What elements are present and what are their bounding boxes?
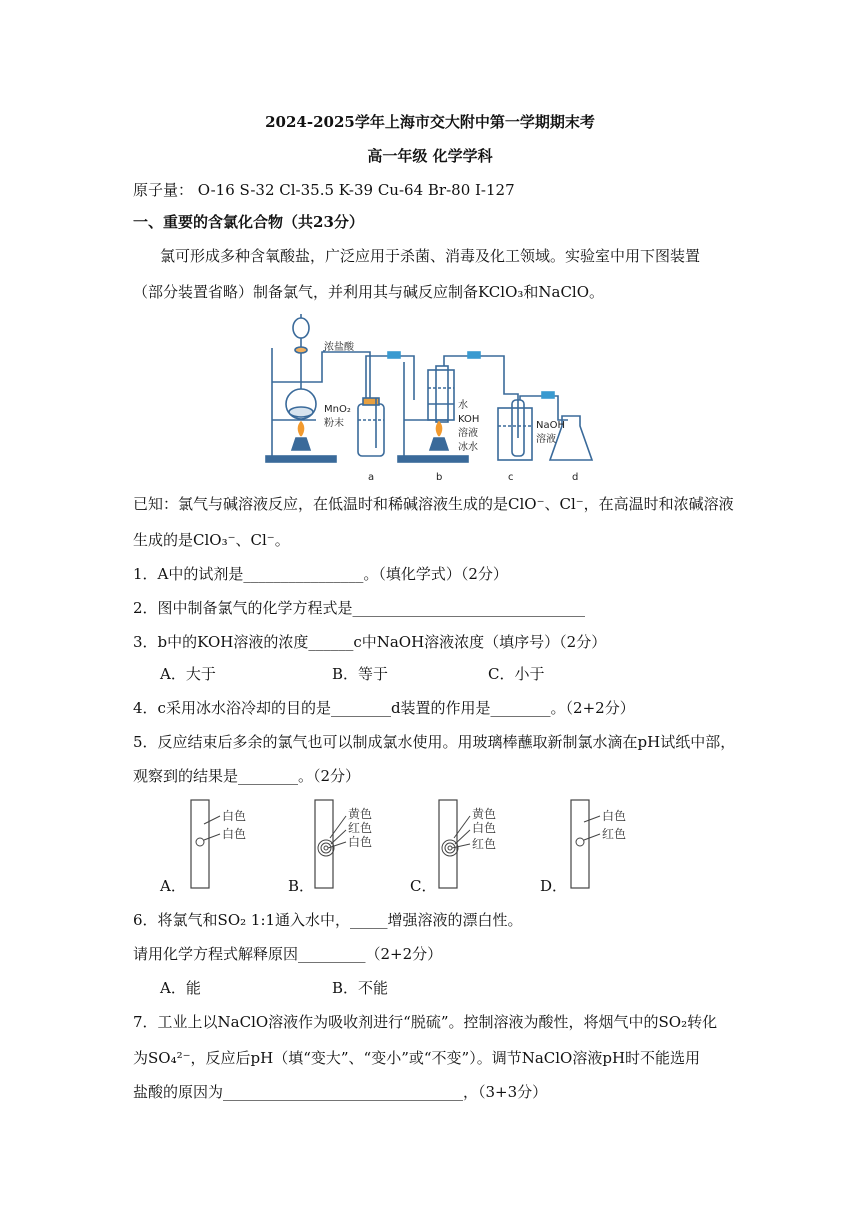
- q5-option-b: B．: [288, 877, 315, 895]
- question-4: 4．c采用冰水浴冷却的目的是________d装置的作用是________。（2+2分）: [133, 699, 635, 717]
- q5-option-c: C．: [410, 877, 437, 895]
- label-koh-2: 溶液: [458, 428, 478, 439]
- label-c: c: [508, 472, 514, 483]
- label-mno2-2: 粉末: [324, 418, 344, 429]
- q3-option-b: B．等于: [332, 665, 389, 683]
- q5-option-a: A．: [160, 877, 186, 895]
- q6-option-a: A．能: [160, 979, 201, 997]
- ph-strip-c: [438, 798, 518, 890]
- q3-option-c: C．小于: [488, 665, 545, 683]
- strip-c-label-1: 黄色: [472, 807, 497, 821]
- strip-b-label-3: 白色: [348, 835, 373, 849]
- exam-subtitle: 高一年级 化学学科: [367, 147, 493, 165]
- section1-heading: 一、重要的含氯化合物（共23分）: [133, 213, 364, 231]
- label-naoh-2: 溶液: [536, 434, 556, 445]
- strip-a-label-1: 白色: [222, 809, 247, 823]
- question-6-line-1: 6．将氯气和SO₂ 1:1通入水中，_____增强溶液的漂白性。: [133, 911, 523, 929]
- strip-d-label-2: 红色: [602, 827, 627, 841]
- label-icewater: 冰水: [458, 442, 478, 453]
- question-5-line-2: 观察到的结果是________。（2分）: [133, 767, 361, 785]
- intro-line-2: （部分装置省略）制备氯气，并利用其与碱反应制备KClO₃和NaClO。: [133, 283, 605, 301]
- strip-b-label-2: 红色: [348, 821, 373, 835]
- question-7-line-2: 为SO₄²⁻，反应后pH（填“变大”、“变小”或“不变”）。调节NaClO溶液pH时不能选用: [133, 1049, 701, 1067]
- label-naoh-1: NaOH: [536, 420, 565, 431]
- q5-option-d: D．: [540, 877, 568, 895]
- ph-strip-a: [190, 798, 260, 890]
- question-2: 2．图中制备氯气的化学方程式是_______________________________: [133, 599, 586, 617]
- known-line-1: 已知：氯气与碱溶液反应，在低温时和稀碱溶液生成的是ClO⁻、Cl⁻，在高温时和浓碱溶液: [133, 495, 734, 513]
- question-3: 3．b中的KOH溶液的浓度______c中NaOH溶液浓度（填序号）（2分）: [133, 633, 607, 651]
- question-5-line-1: 5．反应结束后多余的氯气也可以制成氯水使用。用玻璃棒蘸取新制氯水滴在pH试纸中部，: [133, 733, 736, 751]
- label-b: b: [436, 472, 443, 483]
- strip-c-label-3: 红色: [472, 837, 497, 851]
- known-line-2: 生成的是ClO₃⁻、Cl⁻。: [133, 531, 290, 549]
- label-mno2-1: MnO₂: [324, 404, 351, 415]
- question-1: 1．A中的试剂是________________。（填化学式）（2分）: [133, 565, 508, 583]
- label-hcl: 浓盐酸: [324, 342, 354, 353]
- q6-option-b: B．不能: [332, 979, 389, 997]
- intro-line-1: 氯可形成多种含氧酸盐，广泛应用于杀菌、消毒及化工领域。实验室中用下图装置: [160, 247, 701, 265]
- strip-b-label-1: 黄色: [348, 807, 373, 821]
- label-d: d: [572, 472, 579, 483]
- apparatus-diagram: [262, 308, 602, 484]
- ph-strip-d: [570, 798, 640, 890]
- strip-c-label-2: 白色: [472, 821, 497, 835]
- question-7-line-1: 7．工业上以NaClO溶液作为吸收剂进行“脱硫”。控制溶液为酸性，将烟气中的SO₂转化: [133, 1013, 718, 1031]
- strip-a-label-2: 白色: [222, 827, 247, 841]
- label-water: 水: [458, 400, 468, 411]
- q3-option-a: A．大于: [160, 665, 216, 683]
- label-a: a: [368, 472, 375, 483]
- strip-d-label-1: 白色: [602, 809, 627, 823]
- exam-title: 2024-2025学年上海市交大附中第一学期期末考: [265, 113, 595, 131]
- question-6-line-2: 请用化学方程式解释原因_________（2+2分）: [133, 945, 443, 963]
- atomic-masses: 原子量： O-16 S-32 Cl-35.5 K-39 Cu-64 Br-80 I-127: [133, 181, 515, 199]
- label-koh-1: KOH: [458, 414, 480, 425]
- ph-strip-b: [314, 798, 394, 890]
- question-7-line-3: 盐酸的原因为________________________________，（3+3分）: [133, 1083, 548, 1101]
